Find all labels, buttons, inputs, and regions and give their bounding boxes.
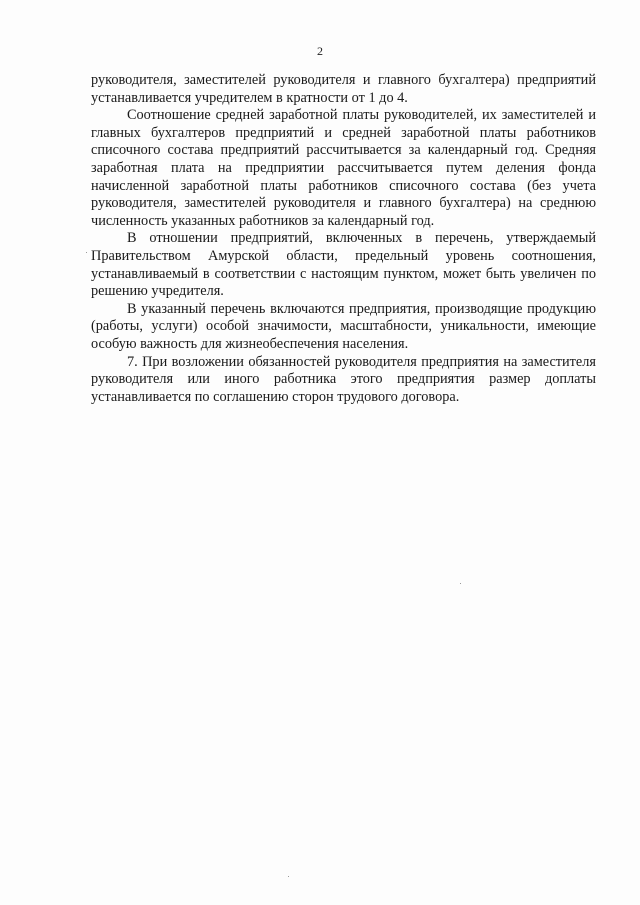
scan-speck <box>86 252 87 253</box>
scan-speck <box>460 583 461 584</box>
paragraph-enterprise-list: В отношении предприятий, включенных в перечень, утверждаемый Правительством Амурской области, предельный уровень соотношения, устанавливаемый в соответствии с настоящим пунктом, может быть увеличен по решению учредителя. <box>91 230 596 300</box>
paragraph-continuation: руководителя, заместителей руководителя и главного бухгалтера) предприятий устанавливается учредителем в кратности от 1 до 4. <box>91 72 596 106</box>
page-number: 2 <box>317 44 323 58</box>
paragraph-item-7: 7. При возложении обязанностей руководителя предприятия на заместителя руководителя или иного работника этого предприятия размер доплаты устанавливается по соглашению сторон трудового договора. <box>91 353 596 405</box>
paragraph-salary-ratio: Соотношение средней заработной платы руководителей, их заместителей и главных бухгалтеров предприятий и средней заработной платы работников списочного состава предприятий рассчитывается за календарный год. Средняя заработная плата на предприятии рассчитывается путем деления фонда начисленной заработной платы работников списочного состава (без учета руководителя, заместителей руководителя и главного бухгалтера) на среднюю численность указанных работников за календарный год. <box>91 107 596 229</box>
scan-speck <box>288 876 289 877</box>
document-body <box>91 72 596 406</box>
paragraph-list-criteria: В указанный перечень включаются предприятия, производящие продукцию (работы, услуги) особой значимости, масштабности, уникальности, имеющие особую важность для жизнеобеспечения населения. <box>91 300 596 352</box>
